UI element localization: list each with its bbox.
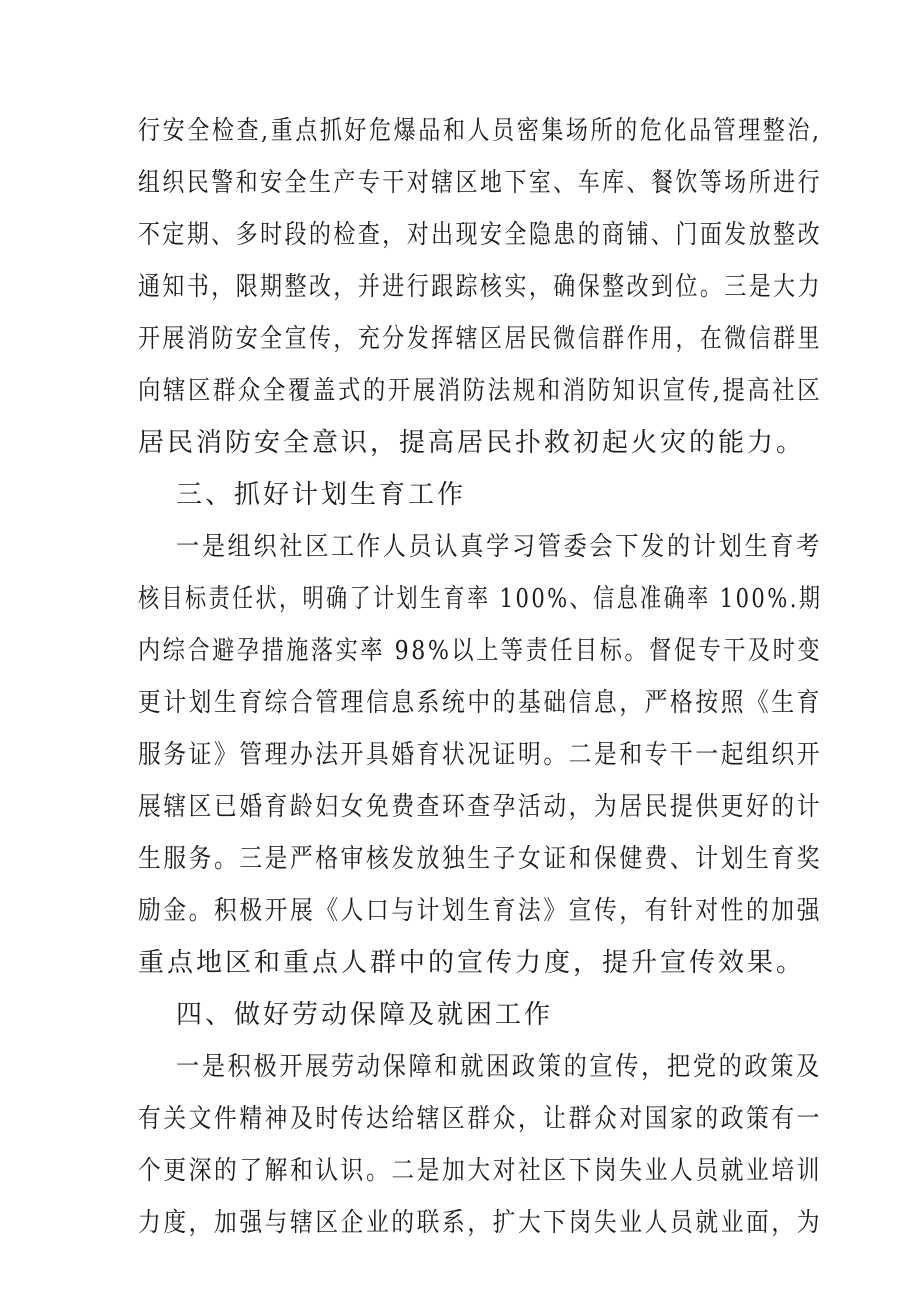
text-line: 开展消防安全宣传，充分发挥辖区居民微信群作用，在微信群里 — [138, 324, 823, 354]
text-line: 不定期、多时段的检查，对出现安全隐患的商铺、门面发放整改 — [138, 220, 823, 250]
text-line: 内综合避孕措施落实率 98%以上等责任目标。督促专干及时变 — [138, 636, 823, 666]
section-heading: 三、抓好计划生育工作 — [176, 480, 467, 510]
text-line: 行安全检查,重点抓好危爆品和人员密集场所的危化品管理整治, — [138, 116, 822, 146]
text-line: 组织民警和安全生产专干对辖区地下室、车库、餐饮等场所进行 — [138, 168, 823, 198]
text-line: 向辖区群众全覆盖式的开展消防法规和消防知识宣传,提高社区 — [138, 376, 823, 406]
text-line: 通知书，限期整改，并进行跟踪核实，确保整改到位。三是大力 — [138, 272, 823, 302]
text-line: 有关文件精神及时传达给辖区群众，让群众对国家的政策有一 — [138, 1104, 823, 1134]
text-line: 更计划生育综合管理信息系统中的基础信息，严格按照《生育 — [138, 688, 823, 718]
text-line: 展辖区已婚育龄妇女免费查环查孕活动，为居民提供更好的计 — [138, 792, 823, 822]
section-heading: 四、做好劳动保障及就困工作 — [176, 1000, 554, 1030]
text-line: 力度，加强与辖区企业的联系，扩大下岗失业人员就业面，为 — [138, 1208, 823, 1238]
text-line: 个更深的了解和认识。二是加大对社区下岗失业人员就业培训 — [138, 1156, 823, 1186]
text-line: 生服务。三是严格审核发放独生子女证和保健费、计划生育奖 — [138, 844, 823, 874]
text-line: 居民消防安全意识，提高居民扑救初起火灾的能力。 — [138, 428, 806, 458]
text-line: 重点地区和重点人群中的宣传力度，提升宣传效果。 — [138, 948, 806, 978]
text-line: 服务证》管理办法开具婚育状况证明。二是和专干一起组织开 — [138, 740, 823, 770]
text-line: 励金。积极开展《人口与计划生育法》宣传，有针对性的加强 — [138, 896, 823, 926]
text-line: 一是积极开展劳动保障和就困政策的宣传，把党的政策及 — [176, 1052, 822, 1082]
text-line: 核目标责任状，明确了计划生育率 100%、信息准确率 100%.期 — [138, 584, 823, 614]
text-line: 一是组织社区工作人员认真学习管委会下发的计划生育考 — [176, 532, 822, 562]
